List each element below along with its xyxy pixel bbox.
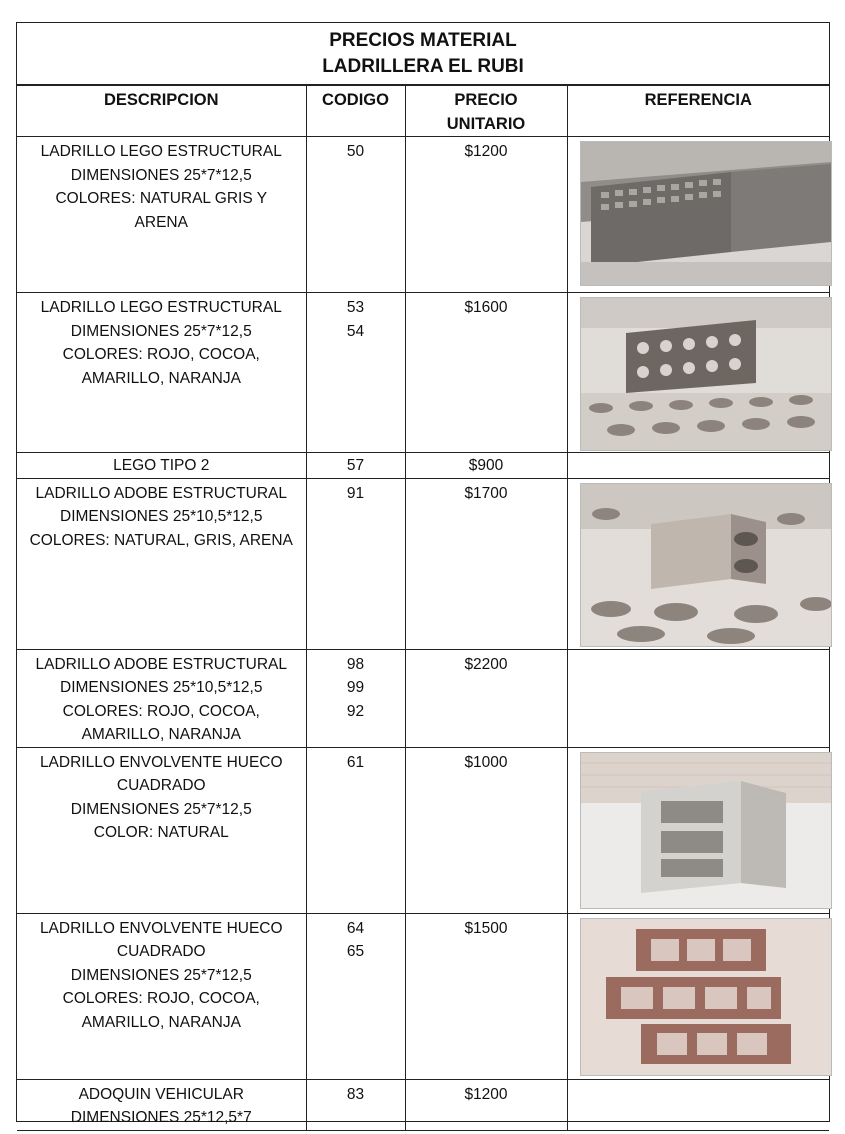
description-line: DIMENSIONES 25*10,5*12,5 (60, 679, 263, 696)
code-value: 64 (346, 919, 365, 937)
header-precio (405, 86, 567, 137)
header-row (17, 86, 829, 137)
description-cell (17, 137, 306, 293)
description-line: CUADRADO (116, 943, 206, 960)
reference-cell (567, 649, 829, 747)
table-row (17, 1079, 829, 1130)
reference-cell (567, 478, 829, 649)
table-row (17, 137, 829, 293)
table-row (17, 913, 829, 1079)
page-subtitle: LADRILLERA EL RUBI (322, 56, 524, 77)
price-sheet (16, 22, 830, 1126)
description-cell (17, 478, 306, 649)
code-cell (306, 137, 405, 293)
description-line: LEGO TIPO 2 (113, 457, 210, 474)
code-cell (306, 478, 405, 649)
code-value: 54 (346, 322, 365, 340)
code-value: 61 (346, 753, 365, 771)
header-precio-line1: PRECIO (454, 91, 518, 109)
code-value: 53 (346, 299, 365, 316)
reference-cell (567, 1079, 829, 1130)
description-line: LADRILLO LEGO ESTRUCTURAL (40, 143, 282, 160)
description-line: LADRILLO ADOBE ESTRUCTURAL (35, 484, 287, 502)
page-title: PRECIOS MATERIAL (329, 30, 517, 51)
description-line: CUADRADO (116, 777, 206, 794)
table-row (17, 453, 829, 479)
table-row (17, 478, 829, 649)
code-cell (306, 453, 405, 479)
description-line: COLORES: NATURAL, GRIS, ARENA (29, 531, 293, 549)
lego-brick-holes-photo (580, 297, 832, 451)
code-value: 92 (346, 702, 365, 720)
price-cell: $1200 (405, 1079, 567, 1130)
code-cell (306, 649, 405, 747)
reference-cell (567, 913, 829, 1079)
description-line: AMARILLO, NARANJA (81, 726, 241, 743)
description-line: COLORES: ROJO, COCOA, (62, 990, 260, 1007)
code-cell (306, 747, 405, 913)
header-codigo: CODIGO (306, 86, 405, 137)
adobe-brick-photo (580, 483, 832, 647)
code-cell (306, 913, 405, 1079)
hollow-block-natural-photo (580, 752, 832, 909)
description-line: DIMENSIONES 25*10,5*12,5 (60, 508, 263, 525)
description-line: DIMENSIONES 25*7*12,5 (70, 966, 252, 984)
description-line: LADRILLO ADOBE ESTRUCTURAL (35, 655, 287, 673)
price-cell: $1500 (405, 913, 567, 1079)
code-value: 50 (346, 143, 365, 160)
code-cell (306, 293, 405, 453)
price-table (17, 85, 829, 1131)
description-line: DIMENSIONES 25*7*12,5 (70, 800, 252, 818)
description-line: AMARILLO, NARANJA (81, 369, 241, 387)
reference-cell (567, 453, 829, 479)
code-value: 91 (346, 484, 365, 502)
description-line: LADRILLO ENVOLVENTE HUECO (39, 753, 283, 771)
code-value: 83 (346, 1085, 365, 1103)
description-line: COLORES: ROJO, COCOA, (62, 346, 260, 363)
reference-cell (567, 293, 829, 453)
table-row (17, 747, 829, 913)
header-descripcion: DESCRIPCION (17, 86, 306, 137)
price-cell: $1000 (405, 747, 567, 913)
description-line: DIMENSIONES 25*7*12,5 (70, 322, 252, 340)
reference-cell (567, 747, 829, 913)
price-cell: $900 (405, 453, 567, 479)
description-cell (17, 1079, 306, 1130)
header-referencia: REFERENCIA (567, 86, 829, 137)
code-cell (306, 1079, 405, 1130)
description-line: COLOR: NATURAL (93, 824, 229, 841)
grey-hollow-brick-photo (580, 141, 832, 286)
description-line: LADRILLO LEGO ESTRUCTURAL (40, 299, 282, 316)
description-line: COLORES: NATURAL GRIS Y (55, 190, 268, 207)
hollow-block-red-photo (580, 918, 832, 1076)
description-line: LADRILLO ENVOLVENTE HUECO (39, 919, 283, 937)
description-line: COLORES: ROJO, COCOA, (62, 702, 260, 720)
price-cell: $1200 (405, 137, 567, 293)
price-cell: $1600 (405, 293, 567, 453)
table-row (17, 649, 829, 747)
reference-cell (567, 137, 829, 293)
description-line: ADOQUIN VEHICULAR (78, 1085, 244, 1103)
description-cell (17, 747, 306, 913)
description-line: ARENA (134, 213, 188, 231)
code-value: 98 (346, 655, 365, 673)
table-row (17, 293, 829, 453)
description-cell (17, 453, 306, 479)
description-line: AMARILLO, NARANJA (81, 1013, 241, 1031)
description-cell (17, 649, 306, 747)
code-value: 65 (346, 943, 365, 960)
code-value: 57 (346, 457, 365, 474)
price-cell: $2200 (405, 649, 567, 747)
description-line: DIMENSIONES 25*7*12,5 (70, 166, 252, 184)
title-block (17, 23, 829, 85)
description-cell (17, 293, 306, 453)
code-value: 99 (346, 679, 365, 696)
price-cell: $1700 (405, 478, 567, 649)
description-line: DIMENSIONES 25*12,5*7 (70, 1109, 252, 1126)
description-cell (17, 913, 306, 1079)
header-precio-line2: UNITARIO (446, 115, 526, 133)
